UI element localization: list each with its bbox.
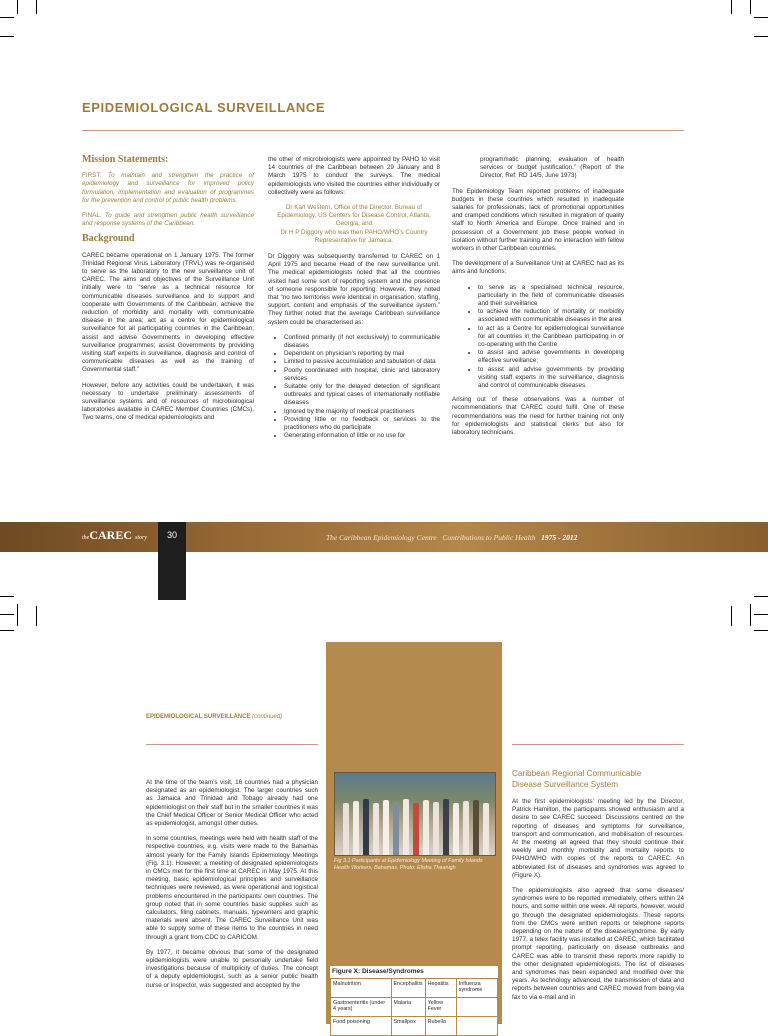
banner-tagline bbox=[326, 533, 577, 542]
photo-figure bbox=[453, 803, 459, 855]
photo-figure bbox=[403, 799, 409, 855]
table-cell: Smallpox bbox=[391, 1017, 425, 1036]
crop-mark bbox=[0, 614, 14, 615]
photo-figure bbox=[443, 799, 449, 855]
page2-left-column bbox=[146, 779, 318, 997]
centre-name: The Caribbean Epidemiology Centre bbox=[326, 533, 437, 542]
crop-mark bbox=[750, 0, 751, 14]
photo-figure bbox=[383, 800, 389, 855]
page-number: 30 bbox=[167, 530, 178, 540]
page2-paragraph-1: At the time of the team’s visit, 16 countries had a physician designated as an epidemiologist. The larger countries such as Jamaica and Trinidad and Tobago already had one epidemiologist on their staff but in the smaller countries it was the Chief Medical Officer or Senior Medical Officer who acted as epidemiologist, amongst other duties. bbox=[146, 779, 318, 828]
crop-mark bbox=[36, 606, 37, 626]
table-cell: Rubella bbox=[425, 1017, 456, 1036]
right-continuation: programmatic planning, evaluation of health services or budget justification.” (Report of the Director, Ref: RD 14/5, June 1973) bbox=[480, 156, 624, 180]
photo-figure bbox=[423, 800, 429, 855]
crop-mark bbox=[754, 596, 768, 597]
page2-paragraph-3: By 1977, it became obvious that some of the designated epidemiologists were unable to personally undertake field investigations because of multiplicity of duties. The concept of a deputy epidemiologist, such as a senior public health nurse or inspector, was suggested and accepted by the bbox=[146, 948, 318, 989]
page2-right-column bbox=[512, 798, 684, 1009]
mission-heading: Mission Statements: bbox=[82, 154, 169, 165]
continued-header-title: EPIDEMIOLOGICAL SURVEILLANCE bbox=[146, 714, 251, 720]
list-item: • Limited to passive accumulation and tabulation of data bbox=[284, 358, 440, 366]
list-item: • Confined primarily (if not exclusively) to communicable diseases bbox=[284, 334, 440, 350]
crop-mark bbox=[0, 630, 14, 631]
characteristics-list bbox=[268, 334, 440, 441]
table-row bbox=[331, 979, 498, 998]
crop-mark bbox=[0, 596, 14, 597]
mission-final-text: To guide and strengthen public health surveillance and response systems of the Caribbean. bbox=[82, 212, 255, 228]
photo-figure bbox=[353, 801, 359, 855]
table-cell: Malaria bbox=[391, 998, 425, 1017]
list-item: • Providing little or no feedback or services to the practitioners who do participate bbox=[284, 416, 440, 432]
mission-final bbox=[82, 212, 254, 228]
section-heading-line-1: Caribbean Regional Communicable bbox=[512, 769, 642, 778]
page-title: EPIDEMIOLOGICAL SURVEILLANCE bbox=[82, 100, 326, 115]
page2-right-paragraph-1: At the first epidemiologists’ meeting led by the Director, Patrick Hamilton, the participants showed enthusiasm and a desire to see CAREC succeed. Discussions centred on the reporting of diseases and symptoms for surveillance, transport and communication, and mobilisation of resources. At the meeting all agreed that they should continue their weekly and monthly morbidity and mortality reports to PAHO/WHO with copies of the reports to CAREC. An abbreviated list of diseases and syndromes was agreed to (Figure X). bbox=[512, 798, 684, 879]
page2-paragraph-2: In some countries, meetings were held with health staff of the respective countries, e.g. visits were made to the Bahamas almost yearly for the Family Islands Epidemiology Meetings (Fig. 3.1). However, a meeting of designated epidemiologists in CMCs met for the first time at CAREC in May 1975. At this meeting, basic epidemiological principles and surveillance techniques were reviewed, as were operational and logistical problems encountered in the participants’ own countries. The group noted that in some countries basic supplies such as calculators, filing cabinets, manuals, typewriters and graphic materials were absent. The CAREC Surveillance Unit was able to supply some of these items to the countries in need through a grant from CDC to CARICOM. bbox=[146, 835, 318, 941]
list-item: • to assist and advise governments by providing visiting staff experts in the surveillance, diagnosis and control of communicable diseases. bbox=[478, 366, 624, 391]
right-paragraph-3: Arising out of these observations was a number of recommendations that CAREC could fulfil. One of these recommendations was the need for further training not only for epidemiologists and statistical clerks but also for laboratory technicians. bbox=[452, 396, 624, 437]
table-row bbox=[331, 998, 498, 1017]
logo-story: story bbox=[135, 535, 148, 541]
photo-figure bbox=[393, 802, 399, 855]
title-rule bbox=[82, 130, 684, 131]
page2-right-paragraph-2: The epidemiologists also agreed that some diseases/ syndromes were to be reported immediately, others within 24 hours, and some within one week. All reports, however, would go through the designated epidemiologists. These reports from the CMCs were written reports or telephone reports depending on the nature of the disease/syndrome. By early 1977, a telex facility was installed at CAREC, which facilitated prompt reporting, particularly on disease outbreaks and CAREC was able to transmit these reports more rapidly to the other designated epidemiologists. The list of diseases and syndromes has been expanded and modified over the years. As technology advanced, the transmission of data and reports between countries and CAREC moved from being via fax to via e-mail and in bbox=[512, 887, 684, 1001]
crop-mark bbox=[0, 17, 14, 18]
mission-first-text: To maintain and strengthen the practice of epidemiology and surveillance for improved policy formulation, implementation and evaluation of programmes for the prevention and control of public health problems. bbox=[82, 172, 255, 204]
photo-figure bbox=[413, 803, 419, 855]
list-item: • Suitable only for the delayed detection of significant outbreaks and typical cases of internationally notifiable diseases bbox=[284, 383, 440, 408]
table-cell: Influenza syndrome bbox=[456, 979, 497, 998]
mission-final-label: FINAL: bbox=[82, 212, 102, 220]
crop-mark bbox=[754, 614, 768, 615]
section-heading bbox=[512, 768, 641, 790]
table-cell: Gastroenteritis (under 4 years) bbox=[331, 998, 392, 1017]
column-middle bbox=[268, 156, 440, 447]
crop-mark bbox=[731, 0, 732, 14]
table-cell bbox=[456, 1017, 497, 1036]
table-cell: Yellow Fever bbox=[425, 998, 456, 1017]
column-left bbox=[82, 156, 254, 430]
list-item: • to act as a Centre for epidemiological surveillance for all countries in the Caribbean participating in or co-operating with the Centre bbox=[478, 325, 624, 350]
mission-first-label: FIRST: bbox=[82, 172, 102, 180]
photo-figure bbox=[483, 803, 489, 855]
list-item: • to serve as a specialised technical resource, particularly in the field of communicable diseases and their surveillance bbox=[478, 284, 624, 309]
continued-header bbox=[146, 714, 282, 720]
epidemiologist-name-2: Dr H P Diggory who was then PAHO/WHO’s Country Representative for Jamaica. bbox=[280, 228, 428, 244]
list-item: • Ignored by the majority of medical practitioners bbox=[284, 408, 440, 416]
photo-figure bbox=[433, 802, 439, 855]
crop-mark bbox=[731, 606, 732, 626]
epidemiologist-name-1: Dr Karl Western, Office of the Director, Bureau of Epidemiology, US Centers for Disease Control, Atlanta, Georgia, and bbox=[277, 204, 431, 228]
right-rule bbox=[512, 744, 684, 745]
crop-mark bbox=[17, 604, 18, 626]
table-cell: Food poisoning bbox=[331, 1017, 392, 1036]
photo-figure bbox=[373, 803, 379, 855]
disease-table-grid bbox=[330, 978, 498, 1036]
photo-figure bbox=[473, 800, 479, 855]
list-item: • Dependent on physician’s reporting by mail bbox=[284, 350, 440, 358]
logo-the: the bbox=[82, 535, 90, 541]
mission-first bbox=[82, 172, 254, 205]
table-cell: Hepatitis bbox=[425, 979, 456, 998]
banner-contributions: Contributions to Public Health bbox=[442, 533, 536, 542]
left-rule bbox=[146, 744, 318, 745]
middle-paragraph-2: Dr Diggory was subsequently transferred to CAREC on 1 April 1975 and became Head of the new surveillance unit. The medical epidemiologists noted that all the countries visited had some sort of reporting system and the presence of someone responsible for reporting. However, they noted that “no two territories were identical in organisation, staffing, support, content and emphasis of the surveillance system.” They further noted that the average Caribbean surveillance system could be characterised as: bbox=[268, 253, 440, 326]
right-paragraph-2: The development of a Surveillance Unit at CAREC had as its aims and functions: bbox=[452, 260, 624, 276]
aims-list bbox=[452, 284, 624, 391]
crop-mark bbox=[0, 36, 14, 37]
photo-figure bbox=[343, 803, 349, 855]
background-heading: Background bbox=[82, 233, 135, 245]
section-heading-line-2: Disease Surveillance System bbox=[512, 780, 619, 789]
logo-carec: CAREC bbox=[89, 528, 133, 542]
table-cell: Encephalitis bbox=[391, 979, 425, 998]
crop-mark bbox=[754, 630, 768, 631]
carec-story-logo bbox=[82, 528, 147, 543]
crop-mark bbox=[36, 0, 37, 14]
middle-paragraph-1: the other of microbiologists were appointed by PAHO to visit 14 countries of the Caribbean between 29 January and 8 March 1975 to conduct the surveys. The medical epidemiologists who visited the countries either individually or collectively were as follows: bbox=[268, 156, 440, 196]
table-row bbox=[331, 1017, 498, 1036]
group-photo bbox=[334, 772, 496, 856]
crop-mark bbox=[17, 0, 18, 14]
table-cell bbox=[456, 998, 497, 1017]
list-item: • Poorly coordinated with hospital, clinic and laboratory services bbox=[284, 367, 440, 383]
right-paragraph-1: The Epidemiology Team reported problems of inadequate budgets in these countries which resulted in inadequate salaries for professionals, lack of promotional opportunities and cramped conditions which resulted in migration of quality staff to North America and Europe. Once trained and in possession of a Government job these people worked in isolation without further training and no interaction with fellow workers in other Caribbean countries. bbox=[452, 187, 624, 253]
continued-label: (continued) bbox=[252, 714, 283, 720]
column-right bbox=[452, 156, 624, 444]
epidemiologist-names bbox=[268, 204, 440, 245]
crop-mark bbox=[754, 17, 768, 18]
table-title: Figure X: Disease/Syndromes bbox=[330, 966, 498, 978]
list-item: • Generating information of little or no use for bbox=[284, 432, 440, 440]
photo-figure bbox=[463, 801, 469, 855]
table-cell: Malnutrition bbox=[331, 979, 392, 998]
disease-table bbox=[330, 966, 498, 1036]
list-item: • to achieve the reduction of mortality or morbidity associated with communicable diseases in the area bbox=[478, 308, 624, 324]
list-item: • to assist and advise governments in developing effective surveillance; bbox=[478, 349, 624, 365]
photo-caption: Fig 3.1 Participants at Epidemiology Meeting of Family Islands Health Workers, Bahamas. Photo: Elisha Thaanigh bbox=[334, 858, 483, 871]
background-paragraph-1: CAREC became operational on 1 January 1975. The former Trinidad Regional Virus Laboratory (TRVL) was re-organised to serve as the laboratory to the new surveillance unit of CAREC. The aims and objectives of the Surveillance Unit initially were to “serve as a technical resource for communicable diseases surveillance and to support and cooperate with Governments of the Caribbean; achieve the reduction of morbidity and mortality with communicable disease in the area; act as a centre for epidemiological surveillance for all participating countries in the Caribbean; assist and advise Governments in developing effective surveillance programmes; assist Governments by providing visiting staff experts in surveillance, diagnosis and control of communicable diseases as well as the training of Governmental staff.” bbox=[82, 251, 254, 374]
crop-mark bbox=[750, 604, 751, 626]
banner-years: 1975 - 2012 bbox=[541, 533, 578, 542]
crop-mark bbox=[754, 36, 768, 37]
background-paragraph-2: However, before any activities could be undertaken, it was necessary to undertake preliminary assessments of surveillance systems and of resources of microbiological laboratories available in CAREC Member Countries (CMCs). Two teams, one of medical epidemiologists and bbox=[82, 381, 254, 422]
photo-figure bbox=[363, 799, 369, 855]
